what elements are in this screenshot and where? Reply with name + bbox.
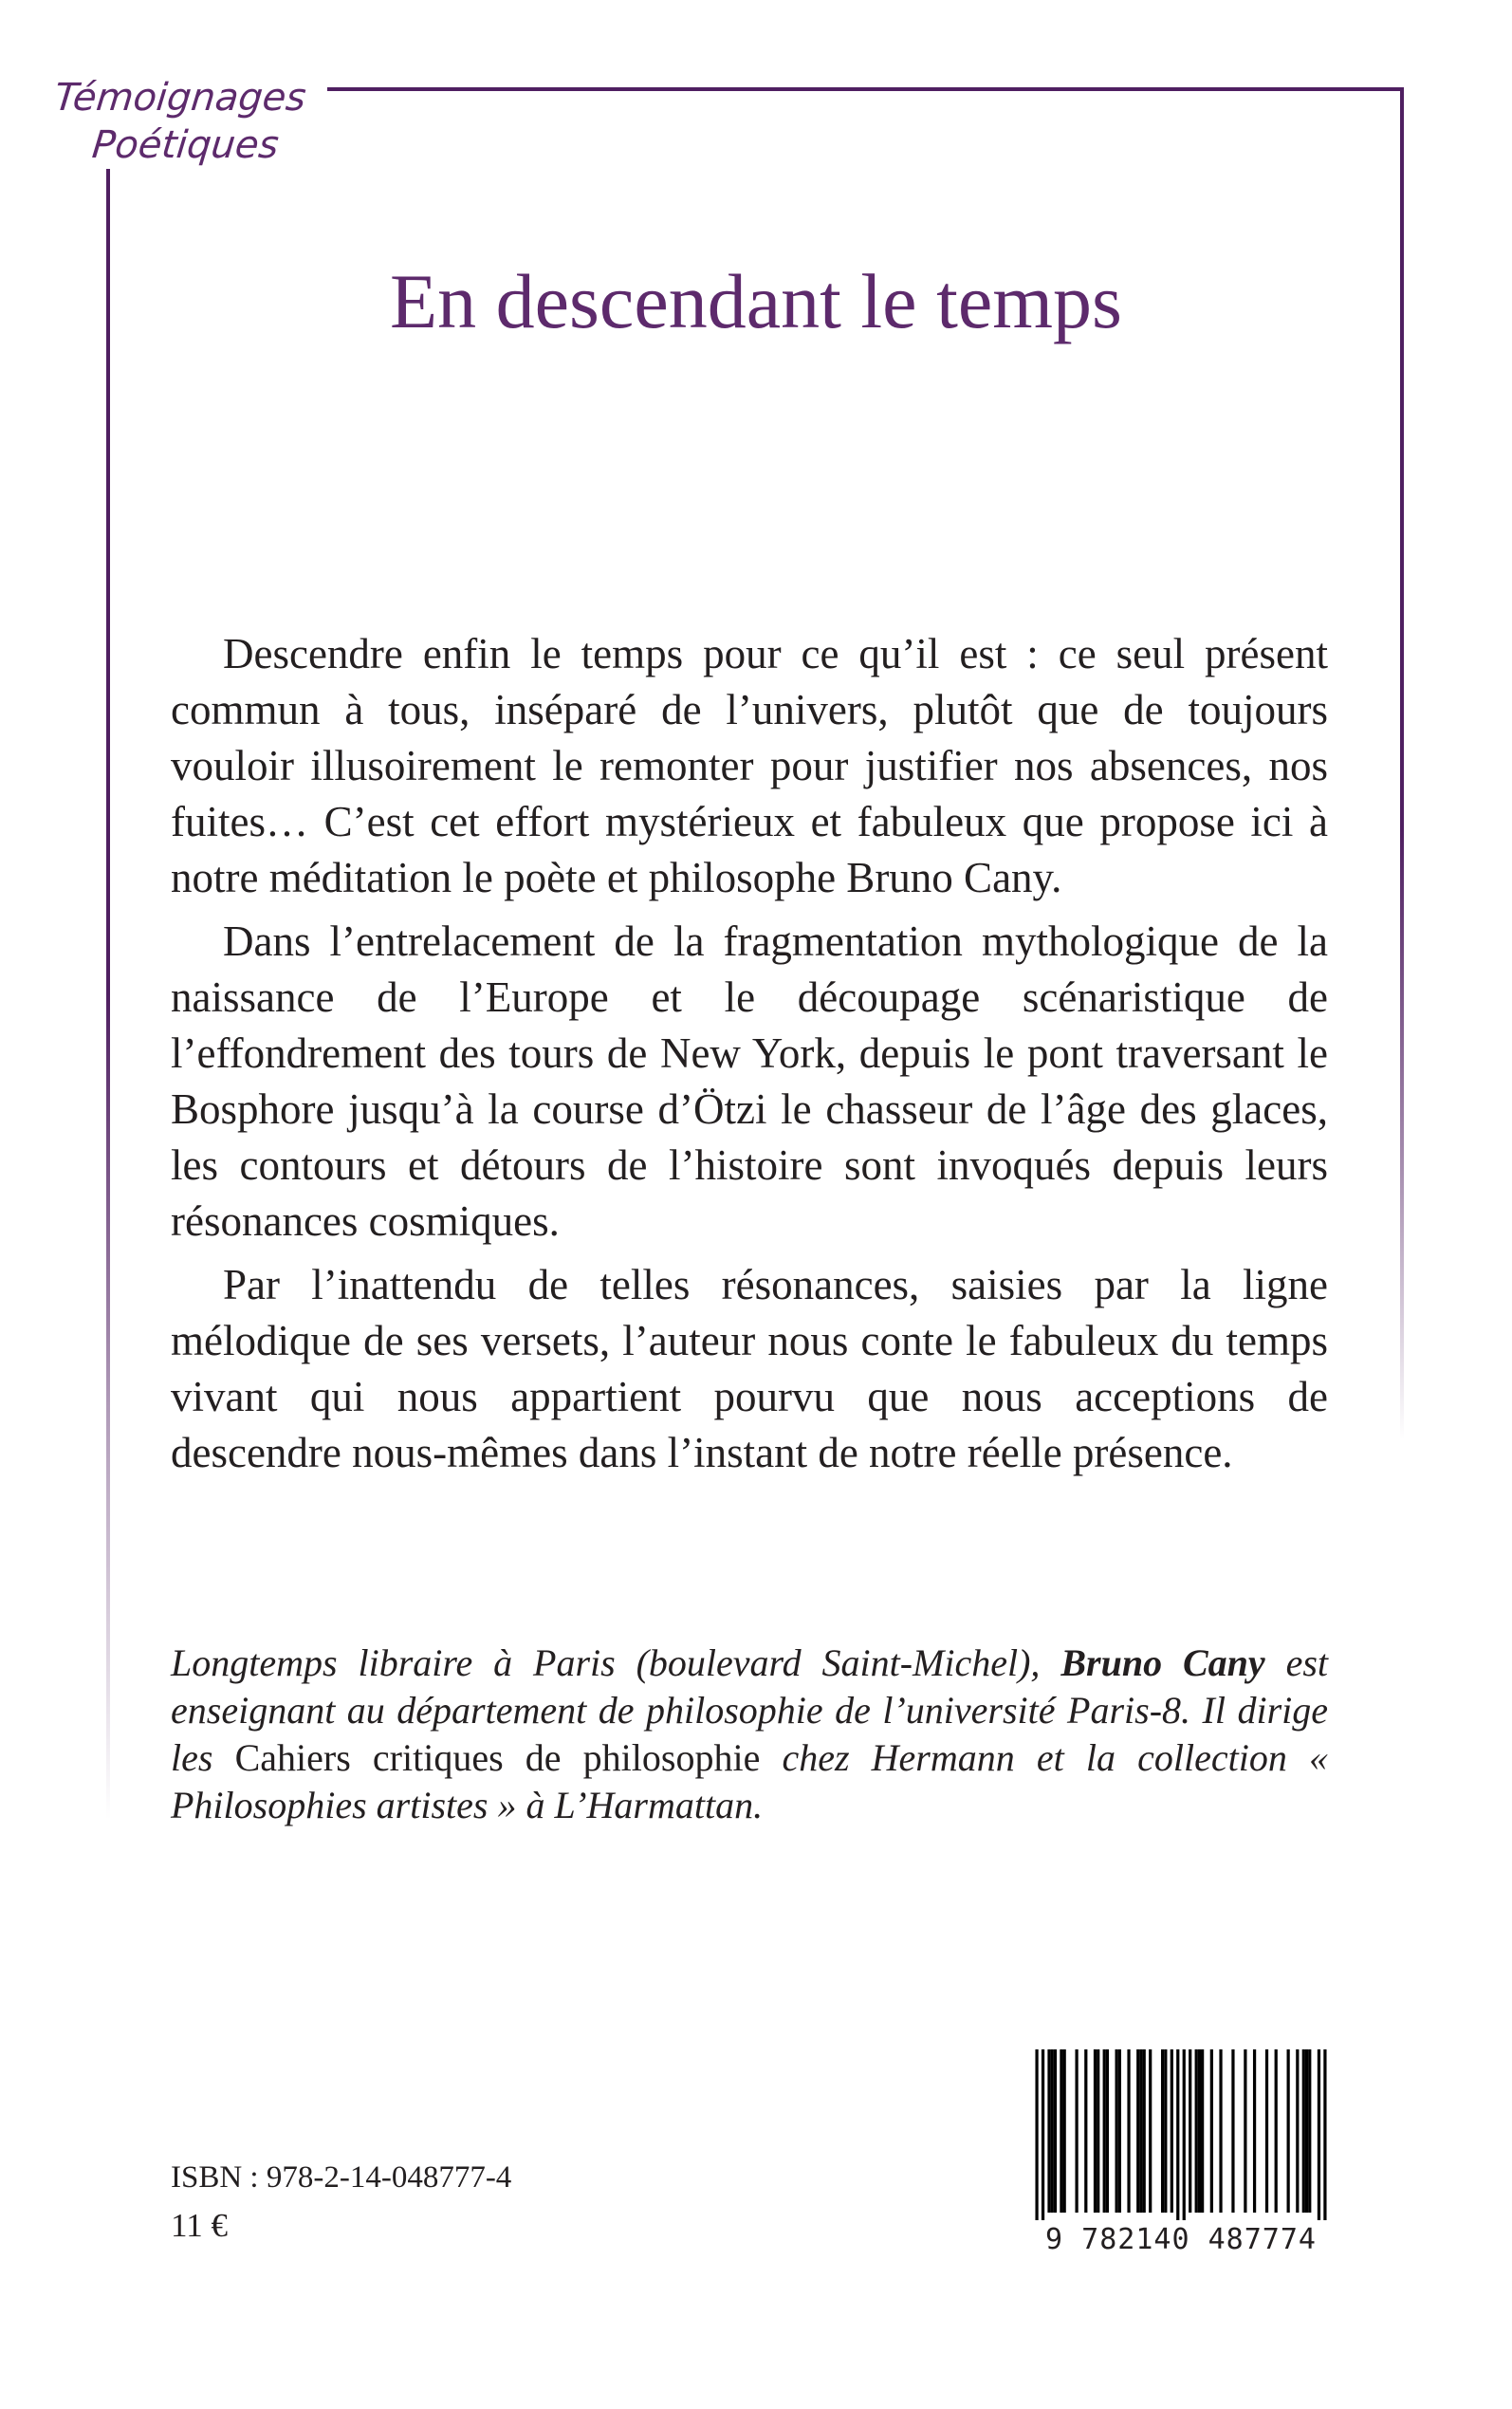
price: 11 € bbox=[171, 2207, 228, 2244]
barcode-bar bbox=[1210, 2049, 1213, 2213]
barcode-bar bbox=[1106, 2049, 1109, 2213]
blurb-paragraph: Descendre enfin le temps pour ce qu’il est : ce seul présent commun à tous, inséparé de l’univers, plutôt que de toujours vouloir illusoirement le remonter pour justifier nos absences, nos fuites… C’est cet effort mystérieux et fabuleux que propose ici à notre méditation le poète et philosophe Bruno Cany. bbox=[171, 630, 1328, 901]
barcode-bar bbox=[1244, 2049, 1246, 2213]
barcode-bar bbox=[1063, 2049, 1066, 2213]
barcode-bar bbox=[1183, 2049, 1186, 2220]
barcode-bar bbox=[1219, 2049, 1222, 2213]
isbn: ISBN : 978-2-14-048777-4 bbox=[171, 2160, 512, 2195]
barcode-bar bbox=[1195, 2049, 1198, 2213]
barcode-bar bbox=[1171, 2049, 1173, 2213]
barcode-digits: 9 782140 487774 bbox=[1045, 2223, 1317, 2256]
author-bio bbox=[171, 1640, 1328, 1829]
barcode-bar bbox=[1265, 2049, 1268, 2213]
barcode-bar bbox=[1097, 2049, 1099, 2213]
author-name: Bruno Cany bbox=[1060, 1641, 1265, 1684]
bio-text: chez Hermann et la collection « Philosophies artistes » à L’Harmattan. bbox=[171, 1736, 1328, 1826]
frame-top-border bbox=[327, 87, 1404, 91]
barcode-bar bbox=[1103, 2049, 1106, 2213]
barcode-bar bbox=[1143, 2049, 1146, 2213]
back-cover-blurb bbox=[171, 626, 1328, 1489]
barcode-bar bbox=[1308, 2049, 1311, 2213]
barcode-bar bbox=[1118, 2049, 1121, 2213]
barcode-bar bbox=[1075, 2049, 1078, 2213]
barcode-bar bbox=[1047, 2049, 1050, 2213]
blurb-paragraph: Dans l’entrelacement de la fragmentation mythologique de la naissance de l’Europe et le découpage scénaristique de l’effondrement des tours de New York, depuis le pont traversant le Bosphore jusqu’à la course d’Ötzi le chasseur de l’âge des glaces, les contours et détours de l’histoire sont invoqués depuis leurs résonances cosmiques. bbox=[171, 917, 1328, 1245]
barcode-bar bbox=[1198, 2049, 1201, 2213]
barcode-bar bbox=[1189, 2049, 1191, 2213]
series-logo bbox=[47, 74, 308, 169]
barcode bbox=[1029, 2049, 1333, 2270]
journal-title: Cahiers critiques de philosophie bbox=[234, 1736, 761, 1779]
barcode-bar bbox=[1127, 2049, 1130, 2213]
barcode-bar bbox=[1318, 2049, 1320, 2220]
book-title: En descendant le temps bbox=[390, 258, 1122, 344]
barcode-bar bbox=[1302, 2049, 1305, 2213]
barcode-bar bbox=[1287, 2049, 1290, 2213]
barcode-bar bbox=[1161, 2049, 1164, 2213]
barcode-bar bbox=[1084, 2049, 1087, 2213]
barcode-bar bbox=[1231, 2049, 1234, 2213]
barcode-bar bbox=[1296, 2049, 1299, 2213]
series-name-line1: Témoignages bbox=[52, 76, 308, 120]
barcode-bar bbox=[1094, 2049, 1097, 2213]
barcode-bar bbox=[1253, 2049, 1256, 2213]
barcode-bars bbox=[1029, 2049, 1333, 2220]
barcode-bar bbox=[1139, 2049, 1142, 2213]
barcode-bar bbox=[1149, 2049, 1152, 2213]
series-name-line2: Poétiques bbox=[89, 123, 281, 167]
barcode-bar bbox=[1275, 2049, 1278, 2213]
barcode-bar bbox=[1051, 2049, 1054, 2213]
barcode-bar bbox=[1042, 2049, 1044, 2220]
barcode-bar bbox=[1201, 2049, 1204, 2213]
barcode-bar bbox=[1116, 2049, 1118, 2213]
blurb-paragraph: Par l’inattendu de telles résonances, saisies par la ligne mélodique de ses versets, l’auteur nous conte le fabuleux du temps vivant qui nous appartient pourvu que nous acceptions de descendre nous-mêmes dans l’instant de notre réelle présence. bbox=[171, 1261, 1328, 1476]
barcode-bar bbox=[1323, 2049, 1326, 2220]
barcode-bar bbox=[1164, 2049, 1167, 2213]
frame-left-border bbox=[106, 169, 110, 1820]
barcode-bar bbox=[1136, 2049, 1139, 2213]
barcode-bar bbox=[1035, 2049, 1038, 2220]
barcode-bar bbox=[1054, 2049, 1057, 2213]
bio-text: Longtemps libraire à Paris (boulevard Saint-Michel), bbox=[171, 1641, 1061, 1684]
bio-text: est enseignant au département de philosophie de l’université Paris-8. Il dirige les bbox=[171, 1641, 1329, 1779]
barcode-bar bbox=[1176, 2049, 1179, 2220]
barcode-bar bbox=[1305, 2049, 1308, 2213]
barcode-bar bbox=[1060, 2049, 1062, 2213]
